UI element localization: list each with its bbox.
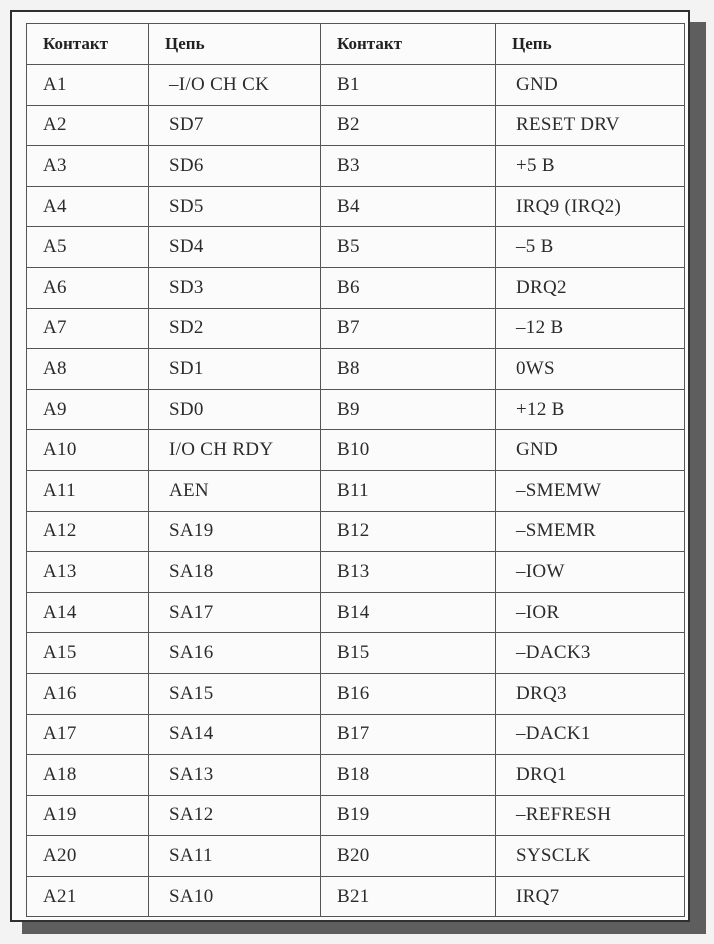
contact-b-cell: B17 [321, 714, 496, 755]
table-row [27, 755, 685, 796]
circuit-b-cell: –SMEMR [496, 511, 685, 552]
contact-b-cell: B7 [321, 308, 496, 349]
contact-b-cell: B5 [321, 227, 496, 268]
circuit-b-cell: +12 B [496, 389, 685, 430]
contact-b-cell: B11 [321, 470, 496, 511]
contact-a-cell: A18 [27, 755, 149, 796]
circuit-a-cell: SD7 [149, 105, 321, 146]
circuit-b-cell: –SMEMW [496, 470, 685, 511]
circuit-a-cell: SA16 [149, 633, 321, 674]
circuit-a-cell: SD3 [149, 267, 321, 308]
table-row [27, 186, 685, 227]
table-row [27, 836, 685, 877]
contact-a-cell: A5 [27, 227, 149, 268]
table-row [27, 308, 685, 349]
contact-b-cell: B14 [321, 592, 496, 633]
contact-a-cell: A8 [27, 349, 149, 390]
contact-b-cell: B1 [321, 65, 496, 106]
table-row [27, 389, 685, 430]
table-sheet [10, 10, 690, 922]
contact-a-cell: A4 [27, 186, 149, 227]
circuit-b-cell: –IOW [496, 552, 685, 593]
contact-a-cell: A14 [27, 592, 149, 633]
contact-a-cell: A1 [27, 65, 149, 106]
contact-a-cell: A10 [27, 430, 149, 471]
circuit-b-cell: DRQ2 [496, 267, 685, 308]
contact-b-cell: B21 [321, 876, 496, 917]
contact-a-cell: A15 [27, 633, 149, 674]
circuit-b-cell: –REFRESH [496, 795, 685, 836]
table-row [27, 430, 685, 471]
table-row [27, 65, 685, 106]
table-row [27, 633, 685, 674]
contact-b-cell: B6 [321, 267, 496, 308]
contact-b-cell: B9 [321, 389, 496, 430]
circuit-b-cell: GND [496, 65, 685, 106]
table-row [27, 227, 685, 268]
circuit-a-cell: SD4 [149, 227, 321, 268]
circuit-a-cell: SD0 [149, 389, 321, 430]
circuit-a-cell: SA10 [149, 876, 321, 917]
circuit-b-cell: –DACK1 [496, 714, 685, 755]
table-row [27, 714, 685, 755]
header-contact-b: Контакт [321, 24, 496, 65]
contact-a-cell: A17 [27, 714, 149, 755]
contact-b-cell: B13 [321, 552, 496, 593]
circuit-b-cell: –5 B [496, 227, 685, 268]
contact-b-cell: B3 [321, 146, 496, 187]
circuit-a-cell: SA18 [149, 552, 321, 593]
contact-a-cell: A20 [27, 836, 149, 877]
header-circuit-b: Цепь [496, 24, 685, 65]
table-row [27, 876, 685, 917]
circuit-b-cell: –12 B [496, 308, 685, 349]
table-row [27, 511, 685, 552]
contact-a-cell: A16 [27, 673, 149, 714]
circuit-a-cell: I/O CH RDY [149, 430, 321, 471]
contact-a-cell: A9 [27, 389, 149, 430]
circuit-b-cell: RESET DRV [496, 105, 685, 146]
circuit-a-cell: SA19 [149, 511, 321, 552]
table-row [27, 552, 685, 593]
circuit-a-cell: SD5 [149, 186, 321, 227]
circuit-b-cell: IRQ7 [496, 876, 685, 917]
contact-a-cell: A2 [27, 105, 149, 146]
circuit-b-cell: +5 B [496, 146, 685, 187]
circuit-b-cell: GND [496, 430, 685, 471]
contact-b-cell: B18 [321, 755, 496, 796]
circuit-a-cell: SA17 [149, 592, 321, 633]
table-row [27, 470, 685, 511]
circuit-b-cell: –DACK3 [496, 633, 685, 674]
circuit-a-cell: AEN [149, 470, 321, 511]
contact-a-cell: A12 [27, 511, 149, 552]
circuit-b-cell: –IOR [496, 592, 685, 633]
circuit-b-cell: 0WS [496, 349, 685, 390]
table-row [27, 105, 685, 146]
table-body [27, 65, 685, 917]
circuit-b-cell: DRQ1 [496, 755, 685, 796]
table-row [27, 146, 685, 187]
table-row [27, 349, 685, 390]
contact-b-cell: B10 [321, 430, 496, 471]
table-row [27, 592, 685, 633]
table-row [27, 267, 685, 308]
contact-b-cell: B20 [321, 836, 496, 877]
header-row [27, 24, 685, 65]
contact-a-cell: A6 [27, 267, 149, 308]
contact-b-cell: B4 [321, 186, 496, 227]
contact-a-cell: A13 [27, 552, 149, 593]
contact-a-cell: A3 [27, 146, 149, 187]
circuit-a-cell: –I/O CH CK [149, 65, 321, 106]
contact-b-cell: B19 [321, 795, 496, 836]
contact-b-cell: B16 [321, 673, 496, 714]
circuit-a-cell: SA14 [149, 714, 321, 755]
contact-b-cell: B2 [321, 105, 496, 146]
circuit-a-cell: SA15 [149, 673, 321, 714]
table-header [27, 24, 685, 65]
contact-a-cell: A21 [27, 876, 149, 917]
circuit-a-cell: SA13 [149, 755, 321, 796]
contact-b-cell: B8 [321, 349, 496, 390]
circuit-a-cell: SD1 [149, 349, 321, 390]
contact-b-cell: B12 [321, 511, 496, 552]
circuit-b-cell: SYSCLK [496, 836, 685, 877]
circuit-a-cell: SD6 [149, 146, 321, 187]
table-row [27, 795, 685, 836]
contact-a-cell: A7 [27, 308, 149, 349]
circuit-a-cell: SA11 [149, 836, 321, 877]
circuit-b-cell: DRQ3 [496, 673, 685, 714]
table-row [27, 673, 685, 714]
circuit-a-cell: SA12 [149, 795, 321, 836]
contact-a-cell: A19 [27, 795, 149, 836]
circuit-a-cell: SD2 [149, 308, 321, 349]
contact-a-cell: A11 [27, 470, 149, 511]
contact-b-cell: B15 [321, 633, 496, 674]
pinout-table [26, 23, 685, 917]
circuit-b-cell: IRQ9 (IRQ2) [496, 186, 685, 227]
header-circuit-a: Цепь [149, 24, 321, 65]
header-contact-a: Контакт [27, 24, 149, 65]
